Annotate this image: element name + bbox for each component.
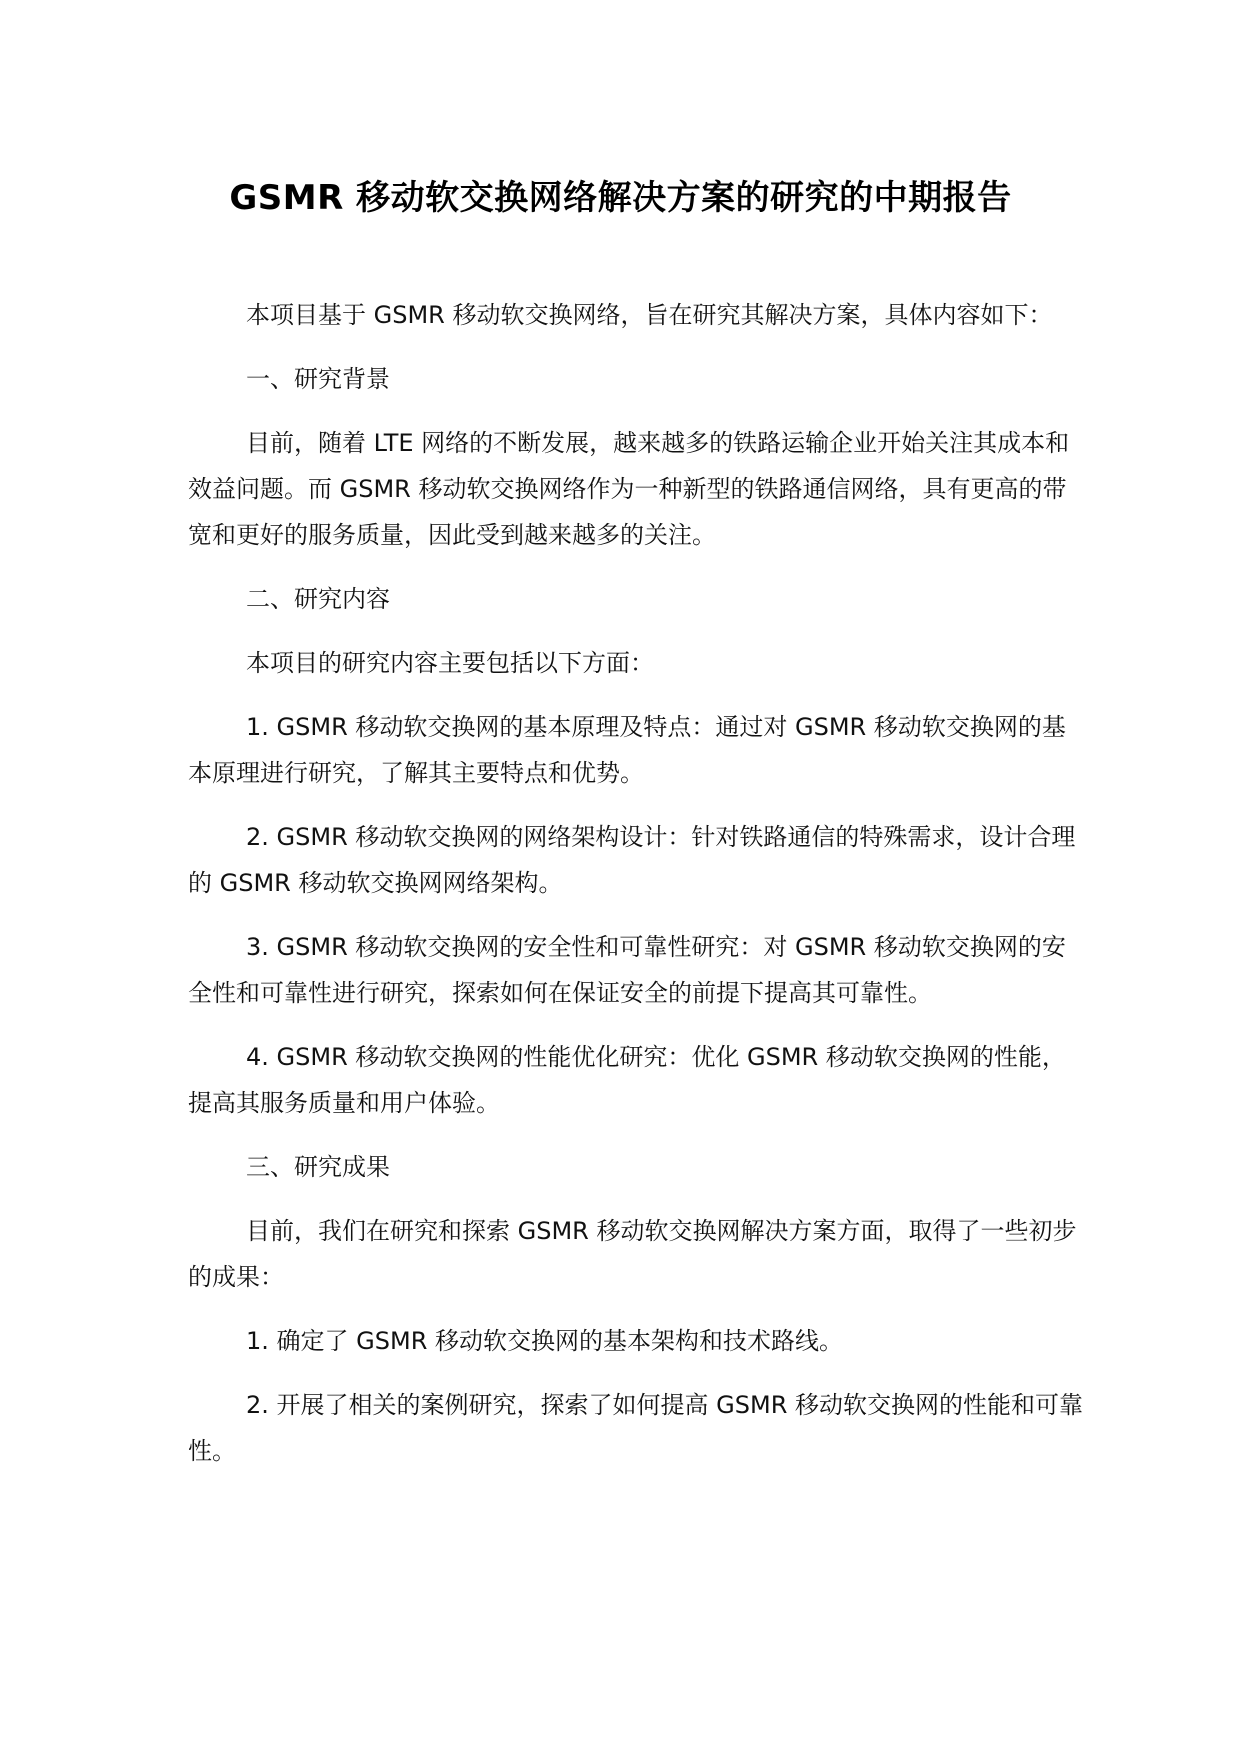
content-item-2: 2. GSMR 移动软交换网的网络架构设计：针对铁路通信的特殊需求，设计合理的 GSMR 移动软交换网网络架构。 — [188, 823, 1076, 897]
section-heading-background: 一、研究背景 — [246, 365, 390, 393]
result-item-1: 1. 确定了 GSMR 移动软交换网的基本架构和技术路线。 — [246, 1327, 843, 1355]
section-heading-content: 二、研究内容 — [246, 585, 390, 613]
document-title: GSMR 移动软交换网络解决方案的研究的中期报告 — [229, 178, 1012, 218]
document-body — [188, 292, 1088, 1492]
content-intro-paragraph: 本项目的研究内容主要包括以下方面： — [246, 649, 654, 677]
intro-paragraph: 本项目基于 GSMR 移动软交换网络，旨在研究其解决方案，具体内容如下： — [246, 301, 1053, 329]
content-item-4: 4. GSMR 移动软交换网的性能优化研究：优化 GSMR 移动软交换网的性能，提高其服务质量和用户体验。 — [188, 1043, 1066, 1117]
section-heading-results: 三、研究成果 — [246, 1153, 390, 1181]
background-paragraph: 目前，随着 LTE 网络的不断发展，越来越多的铁路运输企业开始关注其成本和效益问题。而 GSMR 移动软交换网络作为一种新型的铁路通信网络，具有更高的带宽和更好的服务质量，因此受到越来越多的关注。 — [188, 429, 1070, 549]
content-item-3: 3. GSMR 移动软交换网的安全性和可靠性研究：对 GSMR 移动软交换网的安全性和可靠性进行研究，探索如何在保证安全的前提下提高其可靠性。 — [188, 933, 1066, 1007]
content-item-1: 1. GSMR 移动软交换网的基本原理及特点：通过对 GSMR 移动软交换网的基本原理进行研究，了解其主要特点和优势。 — [188, 713, 1066, 787]
result-item-2: 2. 开展了相关的案例研究，探索了如何提高 GSMR 移动软交换网的性能和可靠性。 — [188, 1391, 1083, 1465]
results-intro-paragraph: 目前，我们在研究和探索 GSMR 移动软交换网解决方案方面，取得了一些初步的成果： — [188, 1217, 1077, 1291]
